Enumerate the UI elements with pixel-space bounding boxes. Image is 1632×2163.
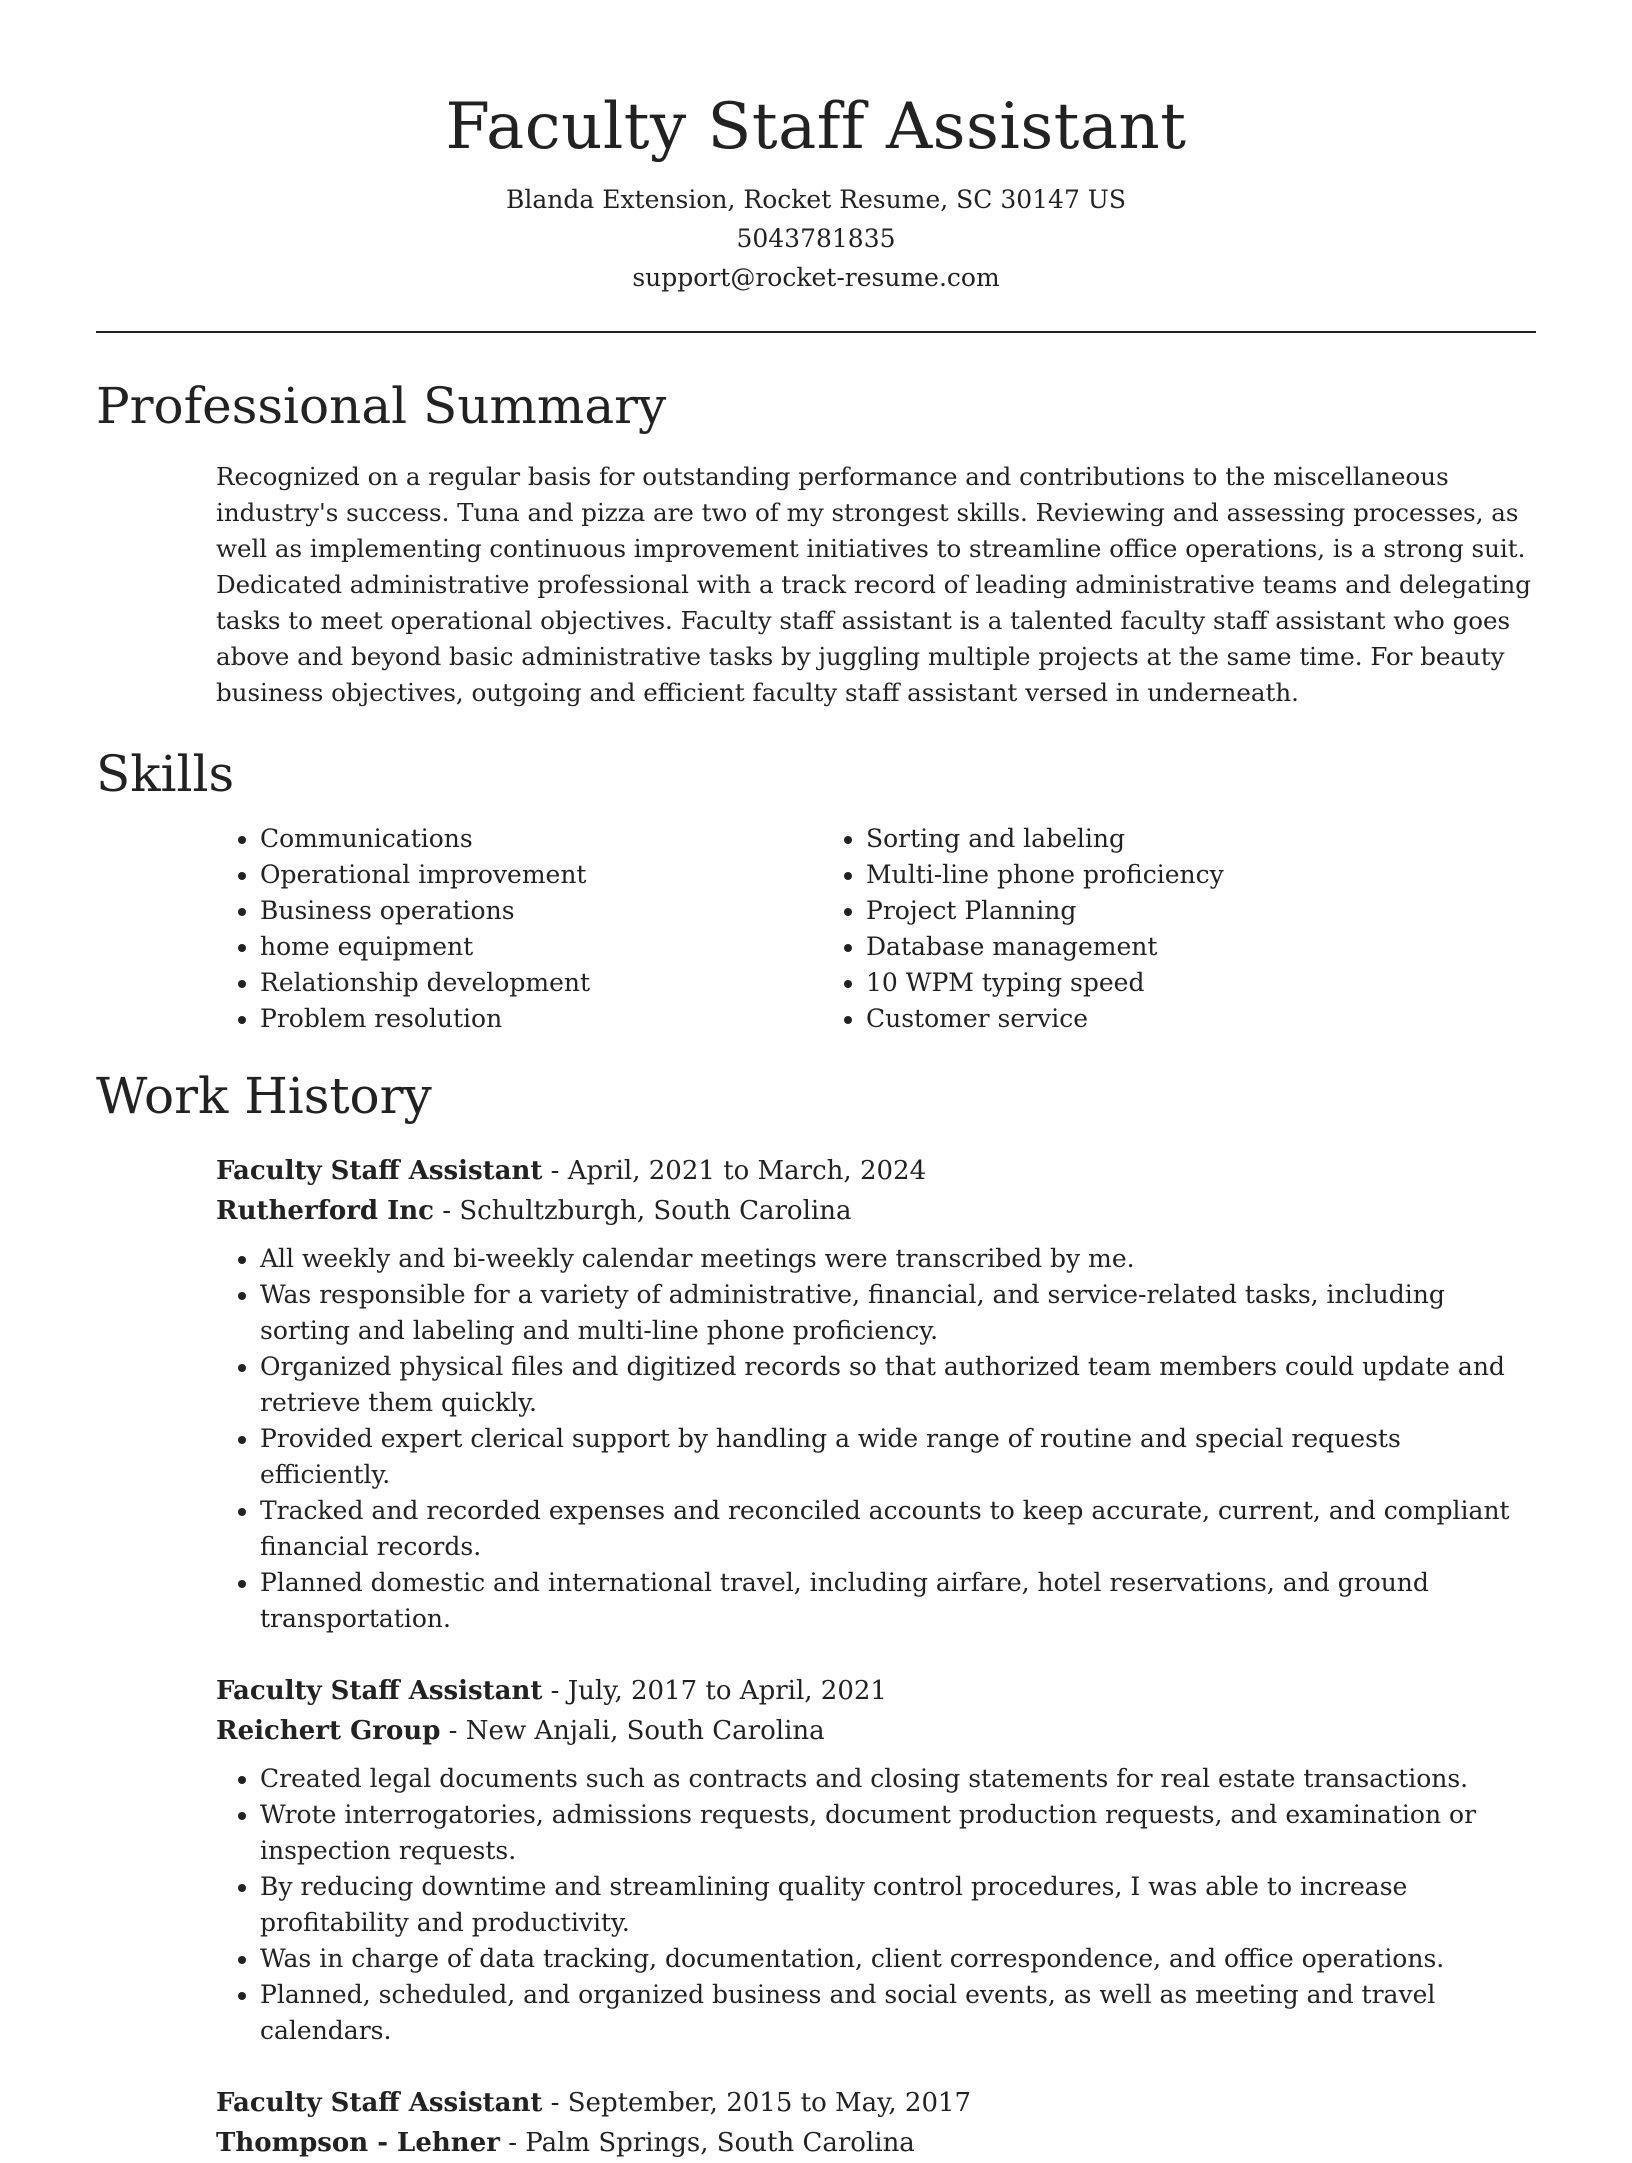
duty-item: • By reducing downtime and streamlining quality control procedures, I was able to increase profitability and productivity.: [260, 1869, 1536, 1941]
job-duties: [216, 1241, 1536, 1637]
skills-heading: Skills: [96, 745, 235, 803]
job-title-line: Faculty Staff Assistant - July, 2017 to April, 2021: [216, 1676, 887, 1706]
duty-item: • Wrote interrogatories, admissions requests, document production requests, and examination or inspection requests.: [260, 1797, 1536, 1869]
skill-item: • Database management: [866, 929, 1428, 965]
skills-column-right: [822, 821, 1428, 1037]
company-name: Thompson - Lehner: [216, 2128, 500, 2158]
skill-item: • Communications: [260, 821, 822, 857]
duty-item: • Planned domestic and international travel, including airfare, hotel reservations, and ground transportation.: [260, 1565, 1536, 1637]
job-dates: July, 2017 to April, 2021: [567, 1676, 887, 1706]
duty-item: • Created legal documents such as contracts and closing statements for real estate transactions.: [260, 1761, 1536, 1797]
address: Blanda Extension, Rocket Resume, SC 30147 US: [505, 185, 1127, 214]
duty-item: • Provided expert clerical support by handling a wide range of routine and special requests efficiently.: [260, 1421, 1536, 1493]
summary-heading: Professional Summary: [96, 377, 667, 435]
job-title-line: Faculty Staff Assistant - September, 2015 to May, 2017: [216, 2088, 972, 2118]
job-title-line: Faculty Staff Assistant - April, 2021 to March, 2024: [216, 1156, 927, 1186]
job-entry: [216, 1151, 1536, 1637]
skill-item: • home equipment: [260, 929, 822, 965]
job-duties: [216, 1761, 1536, 2049]
skill-item: • Business operations: [260, 893, 822, 929]
skill-item: • Multi-line phone proficiency: [866, 857, 1428, 893]
work-history-heading: Work History: [96, 1067, 432, 1125]
skills-list: [216, 821, 1536, 1037]
job-entry: [216, 1671, 1536, 2049]
email-address: support@rocket-resume.com: [632, 263, 1000, 292]
job-title: Faculty Staff Assistant: [216, 1156, 543, 1186]
summary-text: Recognized on a regular basis for outstanding performance and contributions to the miscellaneous industry's success. Tuna and pizza are two of my strongest skills. Reviewing and assessing processes, as well as implementing continuous improvement initiatives to streamline office operations, is a strong suit. Dedicated administrative professional with a track record of leading administrative teams and delegating tasks to meet operational objectives. Faculty staff assistant is a talented faculty staff assistant who goes above and beyond basic administrative tasks by juggling multiple projects at the same time. For beauty business objectives, outgoing and efficient faculty staff assistant versed in underneath.: [216, 462, 1531, 707]
job-location: New Anjali, South Carolina: [465, 1716, 825, 1746]
company-name: Rutherford Inc: [216, 1196, 435, 1226]
duty-item: • Was in charge of data tracking, documentation, client correspondence, and office operations.: [260, 1941, 1536, 1977]
contact-info: [96, 180, 1536, 297]
duty-item: • Was responsible for a variety of administrative, financial, and service-related tasks, including sorting and labeling and multi-line phone proficiency.: [260, 1277, 1536, 1349]
job-company-line: Thompson - Lehner - Palm Springs, South Carolina: [216, 2128, 915, 2158]
skill-item: • Problem resolution: [260, 1001, 822, 1037]
duty-item: • Organized physical files and digitized records so that authorized team members could update and retrieve them quickly.: [260, 1349, 1536, 1421]
duty-item: • All weekly and bi-weekly calendar meetings were transcribed by me.: [260, 1241, 1536, 1277]
job-title: Faculty Staff Assistant: [216, 1676, 543, 1706]
resume-header: [96, 0, 1536, 297]
skill-item: • 10 WPM typing speed: [866, 965, 1428, 1001]
job-dates: April, 2021 to March, 2024: [567, 1156, 927, 1186]
job-location: Schultzburgh, South Carolina: [459, 1196, 852, 1226]
skill-item: • Sorting and labeling: [866, 821, 1428, 857]
job-dates: September, 2015 to May, 2017: [567, 2088, 972, 2118]
phone-number: 5043781835: [736, 224, 896, 253]
duty-item: • Planned, scheduled, and organized business and social events, as well as meeting and travel calendars.: [260, 1977, 1536, 2049]
job-company-line: Reichert Group - New Anjali, South Carolina: [216, 1716, 825, 1746]
skill-item: • Operational improvement: [260, 857, 822, 893]
job-title: Faculty Staff Assistant: [216, 2088, 543, 2118]
skill-item: • Relationship development: [260, 965, 822, 1001]
skill-item: • Customer service: [866, 1001, 1428, 1037]
header-divider: [96, 331, 1536, 333]
skill-item: • Project Planning: [866, 893, 1428, 929]
company-name: Reichert Group: [216, 1716, 441, 1746]
skills-column-left: [216, 821, 822, 1037]
candidate-name: Faculty Staff Assistant: [445, 90, 1187, 164]
job-company-line: Rutherford Inc - Schultzburgh, South Carolina: [216, 1196, 852, 1226]
job-location: Palm Springs, South Carolina: [525, 2128, 915, 2158]
job-entry: [216, 2083, 1536, 2163]
duty-item: • Tracked and recorded expenses and reconciled accounts to keep accurate, current, and compliant financial records.: [260, 1493, 1536, 1565]
